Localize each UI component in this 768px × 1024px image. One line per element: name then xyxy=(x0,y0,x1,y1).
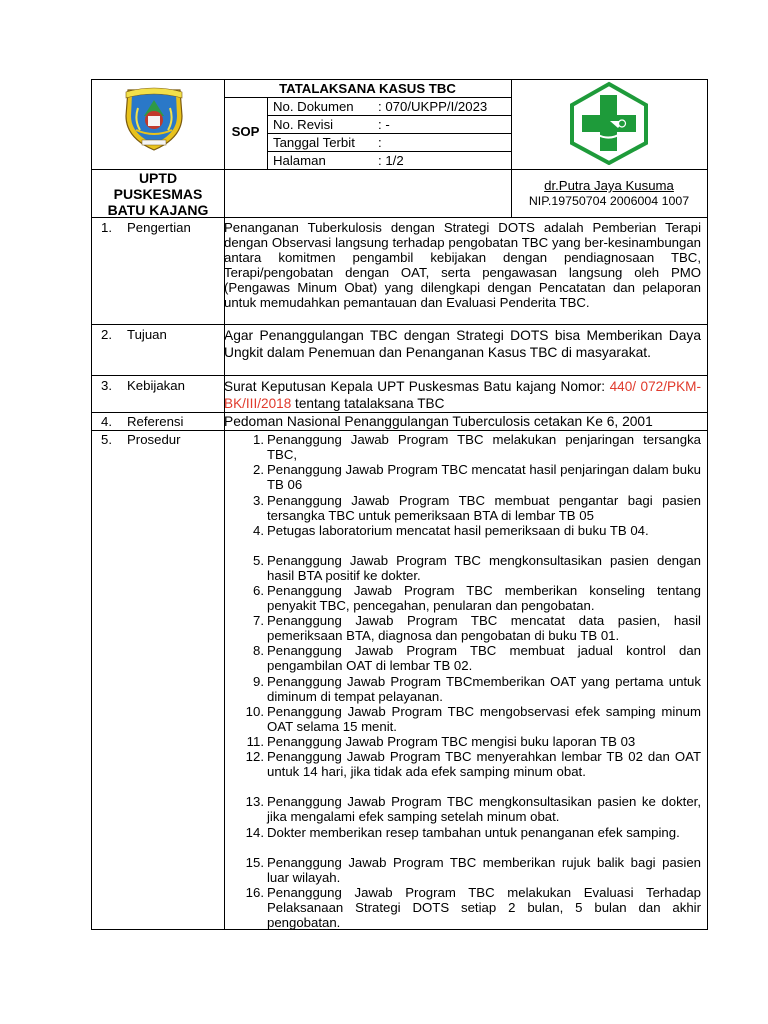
step-number: 10. xyxy=(245,704,264,719)
section-text-policy xyxy=(224,378,701,412)
step-number: 5. xyxy=(253,553,264,568)
list-item: Penanggung Jawab Program TBC memberikan rujuk balik bagi pasien luar wilayah. xyxy=(267,855,701,885)
section-number: 4. xyxy=(101,414,112,429)
policy-text-prefix: Surat Keputusan Kepala UPT Puskesmas Batu kajang Nomor: xyxy=(224,379,610,394)
section-label: Pengertian xyxy=(127,220,191,235)
list-item: Penanggung Jawab Program TBC mengobservasi efek samping minum OAT selama 15 menit. xyxy=(267,704,701,734)
section-text-definition: Penanganan Tuberkulosis dengan Strategi DOTS adalah Pemberian Terapi dengan Observasi langsung terhadap pengobatan TBC yang ber-kesinambungan antara komitmen pengambil kebijakan dengan pendiagnosaan TBC, Terapi/pengobatan dengan OAT, serta pengawasan langsung oleh PMO (Pengawas Minum Obat) yang dilengkapi dengan Pencatatan dan pelaporan untuk memudahkan pemantauan dan Evaluasi Penderita TBC. xyxy=(224,220,701,310)
list-item: Penanggung Jawab Program TBC mencatat hasil penjaringan dalam buku TB 06 xyxy=(267,462,701,492)
org-name-line-3: BATU KAJANG xyxy=(107,202,209,218)
section-text-reference: Pedoman Nasional Penanggulangan Tuberculosis cetakan Ke 6, 2001 xyxy=(224,414,653,429)
section-number: 2. xyxy=(101,327,112,342)
step-number: 12. xyxy=(245,749,264,764)
signatory-nip: NIP.19750704 2006004 1007 xyxy=(528,194,690,208)
section-label: Referensi xyxy=(127,414,184,429)
step-number: 11. xyxy=(246,734,264,749)
list-item: Petugas laboratorium mencatat hasil pemeriksaan di buku TB 04. xyxy=(267,523,649,538)
section-number: 1. xyxy=(101,220,112,235)
doc-number-value: : 070/UKPP/I/2023 xyxy=(378,99,488,114)
step-number: 4. xyxy=(253,523,264,538)
list-item: Penanggung Jawab Program TBCmemberikan OAT yang pertama untuk diminum di tempat pelayanan. xyxy=(267,674,701,704)
signatory-name: dr.Putra Jaya Kusuma xyxy=(544,178,674,193)
issue-date-label: Tanggal Terbit xyxy=(273,135,355,150)
sop-label: SOP xyxy=(231,124,260,139)
page-value: : 1/2 xyxy=(378,153,404,168)
list-item: Penanggung Jawab Program TBC melakukan Evaluasi Terhadap Pelaksanaan Strategi DOTS setiap 2 bulan, 5 bulan dan akhir pengobatan. xyxy=(267,885,701,930)
step-number: 9. xyxy=(253,674,264,689)
section-label: Tujuan xyxy=(127,327,167,342)
step-number: 15. xyxy=(245,855,264,870)
regency-emblem-icon xyxy=(120,86,188,152)
org-name-line-2: PUSKESMAS xyxy=(113,186,203,202)
policy-text-suffix: tentang tatalaksana TBC xyxy=(291,396,445,411)
step-number: 13. xyxy=(245,794,264,809)
list-item: Penanggung Jawab Program TBC menyerahkan lembar TB 02 dan OAT untuk 14 hari, jika tidak ada efek samping minum obat. xyxy=(267,749,701,779)
list-item: Penanggung Jawab Program TBC mencatat data pasien, hasil pemeriksaan BTA, diagnosa dan pengobatan di buku TB 01. xyxy=(267,613,701,643)
step-number: 2. xyxy=(253,462,264,477)
sop-document xyxy=(91,79,708,930)
section-label: Kebijakan xyxy=(127,378,185,393)
list-item: Penanggung Jawab Program TBC mengisi buku laporan TB 03 xyxy=(267,734,636,749)
revision-label: No. Revisi xyxy=(273,117,334,132)
step-number: 6. xyxy=(253,583,264,598)
revision-value: : - xyxy=(378,117,390,132)
step-number: 8. xyxy=(253,643,264,658)
issue-date-value: : xyxy=(378,135,382,150)
step-number: 1. xyxy=(253,432,264,447)
page-label: Halaman xyxy=(273,153,326,168)
step-number: 7. xyxy=(253,613,264,628)
document-title: TATALAKSANA KASUS TBC xyxy=(279,81,456,96)
step-number: 14. xyxy=(245,825,264,840)
doc-number-label: No. Dokumen xyxy=(273,99,354,114)
list-item: Penanggung Jawab Program TBC membuat jadual kontrol dan pengambilan OAT di lembar TB 02. xyxy=(267,643,701,673)
section-text-objective: Agar Penanggulangan TBC dengan Strategi DOTS bisa Memberikan Daya Ungkit dalam Penemuan dan Penanganan Kasus TBC di masyarakat. xyxy=(224,328,701,360)
section-number: 3. xyxy=(101,378,112,393)
list-item: Penanggung Jawab Program TBC memberikan konseling tentang penyakit TBC, pencegahan, penularan dan pengobatan. xyxy=(267,583,701,613)
list-item: Penanggung Jawab Program TBC melakukan penjaringan tersangka TBC, xyxy=(267,432,701,462)
org-name-line-1: UPTD xyxy=(138,170,178,186)
list-item: Penanggung Jawab Program TBC mengkonsultasikan pasien dengan hasil BTA positif ke dokter. xyxy=(267,553,701,583)
list-item: Penanggung Jawab Program TBC mengkonsultasikan pasien ke dokter, jika mengalami efek samping setelah minum obat. xyxy=(267,794,701,824)
step-number: 16. xyxy=(245,885,264,900)
list-item: Dokter memberikan resep tambahan untuk penanganan efek samping. xyxy=(267,825,680,840)
list-item: Penanggung Jawab Program TBC membuat pengantar bagi pasien tersangka TBC untuk pemeriksaan BTA di lembar TB 05 xyxy=(267,493,701,523)
step-number: 3. xyxy=(253,493,264,508)
puskesmas-cross-logo-icon xyxy=(568,81,650,165)
policy-reference-number: 440/ 072/PKM-BK/III/2018 xyxy=(224,379,701,411)
section-label: Prosedur xyxy=(127,432,181,447)
section-number: 5. xyxy=(101,432,112,447)
